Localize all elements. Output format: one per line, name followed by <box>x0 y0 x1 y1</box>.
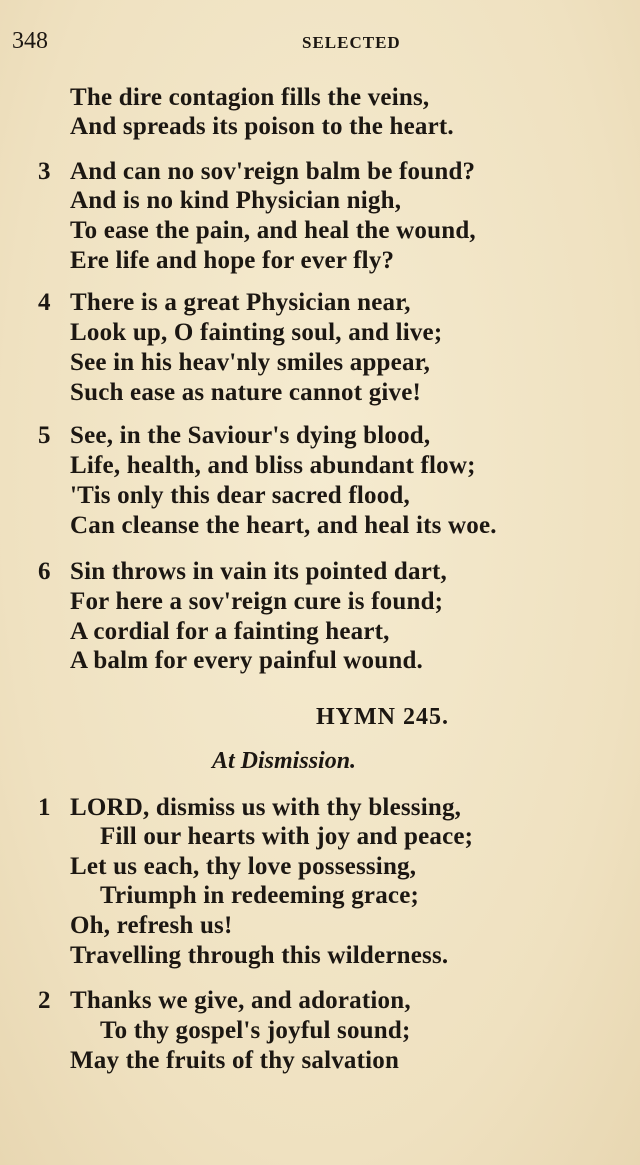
stanza-number: 1 <box>38 794 51 821</box>
stanza-number: 6 <box>38 558 51 585</box>
verse-line: Travelling through this wilderness. <box>70 942 449 969</box>
verse-line: Fill our hearts with joy and peace; <box>100 823 474 850</box>
verse-line: 'Tis only this dear sacred flood, <box>70 482 410 509</box>
stanza-number: 4 <box>38 289 51 316</box>
page-number: 348 <box>12 28 48 54</box>
verse-line: The dire contagion fills the veins, <box>70 84 430 111</box>
verse-line: Life, health, and bliss abundant flow; <box>70 452 476 479</box>
verse-line: To thy gospel's joyful sound; <box>100 1017 411 1044</box>
verse-line: And spreads its poison to the heart. <box>70 113 454 140</box>
verse-line: Ere life and hope for ever fly? <box>70 247 395 274</box>
verse-line: For here a sov'reign cure is found; <box>70 588 444 615</box>
verse-line: Thanks we give, and adoration, <box>70 987 411 1014</box>
verse-line: Can cleanse the heart, and heal its woe. <box>70 512 497 539</box>
stanza-number: 3 <box>38 158 51 185</box>
verse-line: Oh, refresh us! <box>70 912 233 939</box>
verse-line: A balm for every painful wound. <box>70 647 424 674</box>
verse-line: A cordial for a fainting heart, <box>70 618 390 645</box>
verse-line: Such ease as nature cannot give! <box>70 379 422 406</box>
verse-line: LORD, dismiss us with thy blessing, <box>70 794 462 821</box>
verse-line: Sin throws in vain its pointed dart, <box>70 558 447 585</box>
verse-line: See, in the Saviour's dying blood, <box>70 422 431 449</box>
verse-line: To ease the pain, and heal the wound, <box>70 217 476 244</box>
verse-line: Triumph in redeeming grace; <box>100 882 420 909</box>
verse-line: Let us each, thy love possessing, <box>70 853 417 880</box>
verse-line: And can no sov'reign balm be found? <box>70 158 476 185</box>
verse-line: Look up, O fainting soul, and live; <box>70 319 443 346</box>
verse-line: See in his heav'nly smiles appear, <box>70 349 431 376</box>
verse-line: May the fruits of thy salvation <box>70 1047 400 1074</box>
running-title: SELECTED <box>302 33 401 52</box>
hymn-title: HYMN 245. <box>316 704 449 730</box>
verse-line: There is a great Physician near, <box>70 289 411 316</box>
stanza-number: 5 <box>38 422 51 449</box>
stanza-number: 2 <box>38 987 51 1014</box>
hymn-subtitle: At Dismission. <box>212 748 357 774</box>
verse-line: And is no kind Physician nigh, <box>70 187 402 214</box>
